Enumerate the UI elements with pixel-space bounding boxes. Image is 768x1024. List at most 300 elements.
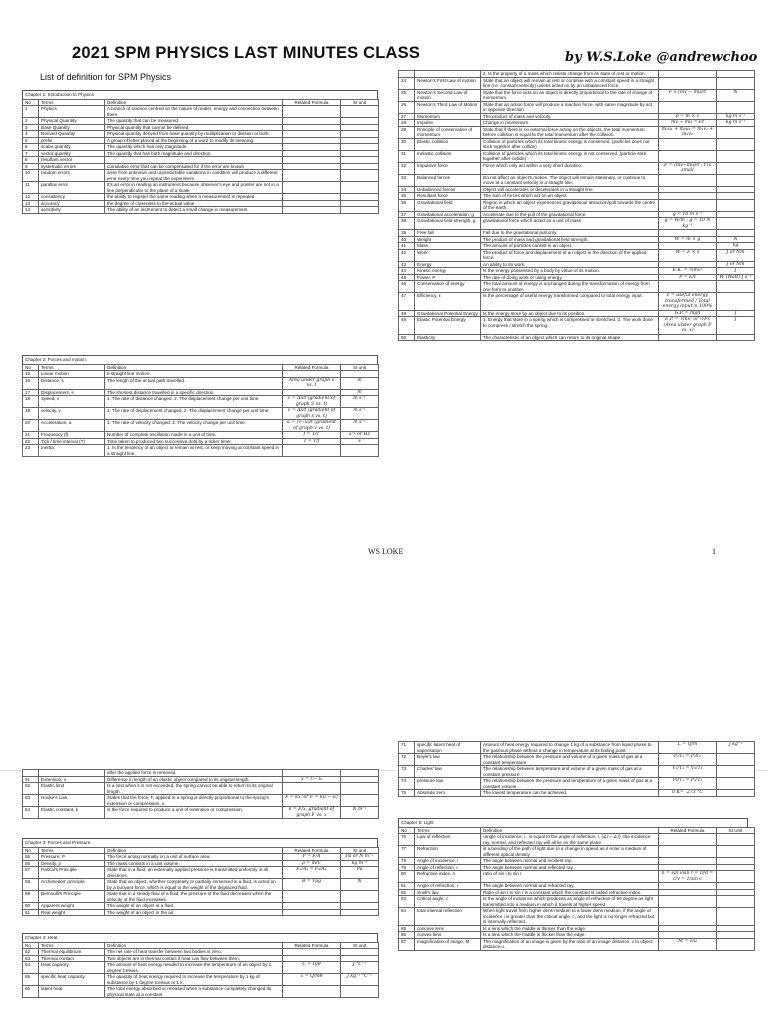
row-number: 34 [399,186,415,193]
row-number: 25 [399,89,415,101]
term-cell: Kinetic energy [415,268,481,275]
table-row [399,218,755,230]
row-number: 63 [23,955,39,962]
definition-cell: The product of mass and velocity. [481,113,659,120]
table-row [399,778,755,790]
unit-cell [717,162,755,174]
unit-cell [717,871,755,883]
term-cell: Physics [39,106,105,118]
formula-cell: c = Q/mθ [283,974,341,986]
term-cell: Inertia [39,445,105,457]
definition-cell: Is a limit when it is not exceeded, the spring cannot be able to return to its original length. [105,783,283,795]
column-header: Definition [105,847,283,854]
definition-cell: State that an action force will produce a reaction force, with same magnitude by act in opposite direction. [481,101,659,113]
term-cell: Thermal contact [39,955,105,962]
definition-cell: ratio of sin i to sin r [481,871,659,883]
row-number: 72 [399,754,415,766]
term-cell: Power, P [415,274,481,281]
column-header: Related Formula [283,942,341,949]
unit-cell: kg [717,243,755,250]
definition-cell: The angle between normal and incident ray. [481,858,659,865]
document-title: 2021 SPM PHYSICS LAST MINUTES CLASS [72,44,421,62]
definition-cell: Time taken to produced two successive dots by a ticker timer. [105,438,283,445]
term-cell: Mass [415,243,481,250]
term-cell: Pascal's Principle [39,867,105,879]
row-number: 54 [23,807,39,819]
chapter-5-table-box [398,818,748,951]
definition-cell: Is a lens which the middle is thinner than the edge. [481,925,659,932]
table-row [399,150,755,162]
column-header: Definition [105,99,283,106]
definition-cell: after the applied force is removed. [105,770,283,777]
row-number: 36 [399,199,415,211]
unit-cell: J [717,317,755,335]
term-cell: Elastic constant, k [39,807,105,819]
formula-cell: k = F/x, gradient of graph F vs. x [283,807,341,819]
table-row [399,101,755,113]
formula-cell [283,182,341,194]
definition-cell: It's an error in reading an instrument because observer's eye and pointer are not in a line perpendicular to the plane of a scale [105,182,283,194]
row-number: 74 [399,778,415,790]
definition-cell: State that in a fluid, an externally applied pressure is transmitted uniformly in all directions. [105,867,283,879]
unit-cell: Pa [341,867,379,879]
formula-cell [659,77,717,89]
definition-cell: Region in which an object experiences gravitational attraction/pull towards the centre of the earth. [481,199,659,211]
definition-cell: The shortest distance travelled in a specific direction. [105,389,283,396]
term-cell: Work [415,249,481,261]
formula-cell [283,909,341,916]
table-row [399,766,755,778]
definition-cell: Two objects are in thermal contact if heat can flow between them. [105,955,283,962]
row-number: 57 [23,867,39,879]
definition-cell: a straight line motion. [105,371,283,378]
term-cell: Elastic Potential Energy [415,317,481,335]
definition-cell: The rate of doing work or using energy. [481,274,659,281]
unit-cell [717,281,755,293]
definition-cell: Amount of heat energy required to change 1 kg of a substance from liquid phase to the gaseous phase without a change in temperature at its boiling point. [481,742,659,754]
definition-cell: gravitational force which acted on a unit of mass [481,218,659,230]
formula-cell [283,986,341,998]
chapter-3-table-box [22,838,378,916]
definition-cell: The force acting normally on a unit of surface area. [105,854,283,861]
definition-cell: cumulative error that can be compensated for if the error are known [105,163,283,170]
definition-cell: State that if there is no external force acting on the objects, the total momentum before collision is equal to the total momentum after the collision. [481,126,659,138]
formula-cell: ε = useful energy transformed / Total energy input × 100% [659,293,717,311]
row-number: 75 [399,790,415,797]
term-cell: Hooke's Law [39,795,105,807]
row-number: 71 [399,742,415,754]
column-header: Terms [39,942,105,949]
row-number: 79 [399,864,415,871]
unit-cell [717,101,755,113]
term-cell: Base Quantity [39,124,105,131]
unit-cell [717,790,755,797]
unit-cell: J kg⁻¹ °C⁻¹ [341,974,379,986]
formula-cell: E.P. = ½kx² or ½Fx (Area under graph F vs. x) [659,317,717,335]
table-row [399,126,755,138]
row-number: 30 [399,138,415,150]
column-header: No [23,99,39,106]
definition-cell: 2. Is the property of a mass which resists change from its state of rest or motion. [481,71,659,78]
definition-cell: The relationship between the pressure and volume of a given mass of gas at a constant temperature [481,754,659,766]
table-row [23,420,379,432]
definition-cell: The lowest temperature can be achieved. [481,790,659,797]
row-number: 7 [23,150,39,157]
term-cell: Principle of conservation of momentum [415,126,481,138]
term-cell: Tick / time interval (T) [39,438,105,445]
term-cell: Balanced forces [415,174,481,186]
row-number: 61 [23,909,39,916]
row-number: 56 [23,860,39,867]
term-cell: systematic errors [39,163,105,170]
term-cell: Impulsive force [415,162,481,174]
row-number: 59 [23,891,39,903]
row-number: 5 [23,137,39,144]
unit-cell: s⁻¹ or Hz [341,432,379,439]
term-cell: Elastic limit [39,783,105,795]
definition-cell: The total amount of energy is unchanged during the transformation of energy from one form to another. [481,281,659,293]
formula-cell: F₁/A₁ = F₂/A₂ [283,867,341,879]
definition-cell: Physical quantity that cannot be defined. [105,124,283,131]
definition-cell: 1. The rate of distance changed. 2. The displacement change per unit time. [105,396,283,408]
chapter-3-table [22,847,379,917]
term-cell: Energy [415,261,481,268]
definition-cell: State that an object will remain at rest or continue with a constant speed in a straight line (i.e. constant velocity) unless acted on by an unbalanced force. [481,77,659,89]
unit-cell [717,218,755,230]
definition-cell: When light travel from higher dens medium to a lower dens medium, if the angle of incidence i is greater than the critical angle, c, and the light is no longer refracted but is internally reflected. [481,908,659,926]
table-row [23,909,379,916]
formula-cell [659,150,717,162]
unit-cell: J [717,268,755,275]
term-cell: Refraction [415,846,481,858]
row-number: 48 [399,310,415,317]
term-cell: vector quantity [39,150,105,157]
formula-cell: mv − mu = Ft [659,120,717,127]
row-number: 38 [399,218,415,230]
definition-cell: The net rate of heat transfer between two bodies is zero. [105,949,283,956]
table-row [23,408,379,420]
definition-cell: A group of letter placed at the beginning of a word to modify its meaning. [105,137,283,144]
definition-cell: The amount of heat energy needed to increase the temperature of an object by 1 degree Celsius. [105,962,283,974]
formula-cell [283,891,341,903]
term-cell: Bernoulli's Principle [39,891,105,903]
definition-cell: Is the percentage of useful energy transformed compared to total energy input. [481,293,659,311]
definition-cell: The sum of forces which act on an object. [481,193,659,200]
unit-cell: N [341,879,379,891]
row-number: 73 [399,766,415,778]
row-number: 84 [399,908,415,926]
row-number: 23 [23,445,39,457]
formula-cell [659,138,717,150]
unit-cell: m [341,389,379,396]
footer-label: WS LOKE [368,547,404,556]
term-cell: Efficiency, ε [415,293,481,311]
unit-cell: N [717,236,755,243]
unit-cell [717,138,755,150]
row-number: 43 [399,261,415,268]
unit-cell [717,766,755,778]
row-number: 8 [23,157,39,164]
unit-cell: N m⁻¹ [341,807,379,819]
row-number: 55 [23,854,39,861]
column-header: Related Formula [283,99,341,106]
table-row [23,807,379,819]
row-number: 2 [23,118,39,125]
unit-cell [717,293,755,311]
definition-cell: The quantity that has both magnitude and direction. [105,150,283,157]
term-cell: velocity, v [39,408,105,420]
term-cell: Elastic collision [415,138,481,150]
row-number: 14 [23,207,39,214]
column-header: SI unit [341,99,379,106]
term-cell: Thermal equilibrium [39,949,105,956]
unit-cell [341,795,379,807]
row-number: 11 [23,182,39,194]
unit-cell [341,783,379,795]
definition-cell: The characteristic of an object which can return to its original shape [481,334,659,341]
table-row [399,77,755,89]
table-row [23,795,379,807]
table-row [399,938,755,950]
term-cell: Gravitational field strength, g [415,218,481,230]
row-number: 44 [399,268,415,275]
definition-cell: Is the energy store by an object due to its position. [481,310,659,317]
column-header: No [399,827,415,834]
unit-cell: kg m s⁻¹ [717,120,755,127]
chapter-5-table [398,827,755,951]
term-cell: Momentum [415,113,481,120]
chapter-2-continued-box [398,70,752,341]
row-number: 33 [399,174,415,186]
table-row [399,138,755,150]
definition-cell: The amount of particles consist in an object [481,243,659,250]
term-cell: Newton's Third Law of Motion [415,101,481,113]
table-row [23,396,379,408]
definition-cell: The mass consists in a unit volume. [105,860,283,867]
formula-cell [659,101,717,113]
row-number: 82 [399,889,415,896]
chapter-4-caption: Chapter 4: Heat [22,933,378,942]
definition-cell: The relationship between the pressure and temperature of a given mass of gas at a constant volume. [481,778,659,790]
table-row [399,174,755,186]
definition-cell: Change in momentum. [481,120,659,127]
definition-cell: Force which only act within a very short duration. [481,162,659,174]
formula-cell: P = E/t [659,274,717,281]
definition-cell: Collision of particles which its total kinetic energy is conserved. (particles does not stick together after collide) [481,138,659,150]
formula-cell [659,834,717,846]
formula-cell: ρ = m/V [283,860,341,867]
unit-cell: N [717,89,755,101]
formula-cell [283,170,341,182]
row-number: 51 [23,776,39,783]
chapter-2-table-box [22,355,378,457]
table-row [399,162,755,174]
unit-cell [717,896,755,908]
column-header: Related Formula [659,827,717,834]
column-header: No [23,942,39,949]
definition-cell: Accelerate due to the pull of the gravitational force. [481,211,659,218]
definition-cell: the degree of closeness to the actual value. [105,200,283,207]
row-number: 16 [23,377,39,389]
table-row [23,879,379,891]
term-cell: Law of reflection [415,834,481,846]
formula-cell [659,334,717,341]
formula-cell: W = F × s [659,249,717,261]
unit-cell: m s⁻¹ [341,396,379,408]
formula-cell: F = kx, or F = k(l − l₀) [283,795,341,807]
chapter-1-table [22,99,379,214]
column-header: SI Unit [717,827,755,834]
chapter-1-table-box [22,90,378,214]
term-cell: Speed, v [39,396,105,408]
definition-cell: The angle between normal and reflected ray. [481,864,659,871]
elasticity-continued-table [22,769,379,819]
formula-cell: g = 10 m s⁻² [659,211,717,218]
definition-cell: Fall due to the gravitational pull only. [481,230,659,237]
elasticity-continued-box [22,769,378,819]
unit-cell: m [341,377,379,389]
unit-cell [717,126,755,138]
row-number: 50 [399,334,415,341]
formula-cell: P₁/T₁ = P₂/T₂ [659,778,717,790]
term-cell: Weight [415,236,481,243]
row-number: 52 [23,783,39,795]
unit-cell [341,106,379,118]
row-number: 15 [23,371,39,378]
term-cell: scalar quantity [39,144,105,151]
row-number: 37 [399,211,415,218]
table-row [399,908,755,926]
term-cell: Boyle's law [415,754,481,766]
author-credit: by W.S.Loke @andrewchoo [565,50,758,65]
row-number: 65 [23,974,39,986]
row-number: 12 [23,194,39,201]
table-row [399,834,755,846]
unit-cell: kg m s⁻¹ [717,113,755,120]
definition-cell: Number of complete oscillation made in a unit of time. [105,432,283,439]
row-number: 58 [23,879,39,891]
row-number: 39 [399,230,415,237]
unit-cell [341,445,379,457]
definition-cell: Do not affect an object's motion. The object will remain stationary, or continue to move at a constant velocity in a straight line. [481,174,659,186]
unit-cell [341,891,379,903]
term-cell: Distance, s [39,377,105,389]
formula-cell: F = (mv−mu)/t ; t is small [659,162,717,174]
table-row [23,170,379,182]
formula-cell: G.P. = mgh [659,310,717,317]
row-number: 6 [23,144,39,151]
term-cell: magnification of image, M [415,938,481,950]
table-row [399,742,755,754]
row-number: 87 [399,938,415,950]
formula-cell [283,783,341,795]
formula-cell: Area under graph v vs. t [283,377,341,389]
term-cell: concave lens [415,925,481,932]
column-header: Related Formula [283,364,341,371]
row-number: 19 [23,408,39,420]
unit-cell [717,778,755,790]
definition-cell: The quantity of heat energy required to increase the temperature by 1 kg of substance by 1 degree Celsius or 1 k. [105,974,283,986]
table-row [23,974,379,986]
table-row [23,986,379,998]
formula-cell [659,174,717,186]
term-cell: consistency [39,194,105,201]
column-header: No [23,364,39,371]
row-number: 20 [23,420,39,432]
row-number: 60 [23,903,39,910]
row-number: 86 [399,932,415,939]
formula-cell: P₁V₁ = P₂V₂ [659,754,717,766]
term-cell: Elasticity [415,334,481,341]
definition-cell: The quantity which has only magnitude. [105,144,283,151]
definition-cell: States that the force, F, applied to a spring is directly proportional to the spring's extension or compression, x. [105,795,283,807]
table-row [23,891,379,903]
row-number: 27 [399,113,415,120]
term-cell: Newton's Second Law of motion [415,89,481,101]
table-row [23,867,379,879]
row-number: 77 [399,846,415,858]
row-number: 1 [23,106,39,118]
row-number: 21 [23,432,39,439]
unit-cell: s [341,438,379,445]
row-number: 78 [399,858,415,865]
chapter-2-continued-table [398,70,755,341]
row-number: 24 [399,77,415,89]
formula-cell [659,896,717,908]
formula-cell: 0 K= -273 °C [659,790,717,797]
term-cell: Physical Quantity [39,118,105,125]
unit-cell [341,182,379,194]
unit-cell [717,754,755,766]
row-number: 9 [23,163,39,170]
unit-cell: W (Watt) J s⁻¹ [717,274,755,281]
row-number: 42 [399,249,415,261]
table-row [23,182,379,194]
row-number: 64 [23,962,39,974]
unit-cell: J or Nm [717,261,755,268]
unit-cell [341,207,379,214]
row-number: 46 [399,281,415,293]
row-number: 10 [23,170,39,182]
formula-cell: v = Δs/t (gradient of graph s vs. t) [283,408,341,420]
formula-cell: C = Q/θ [283,962,341,974]
row-number: 17 [23,389,39,396]
column-header: Terms [415,827,481,834]
term-cell: Real weight [39,909,105,916]
term-cell: Newton's First Law of motion [415,77,481,89]
term-cell: Displacement, s [39,389,105,396]
formula-cell [659,846,717,858]
definition-cell: The ability of an instrument to detect a small change in measurement. [105,207,283,214]
term-cell: Absolute zero [415,790,481,797]
page-number: 1 [712,547,716,556]
formula-cell: M = v/u [659,938,717,950]
term-cell: Archimedes' principle [39,879,105,891]
row-number: 13 [23,200,39,207]
chapter-4-table-box [22,933,378,998]
unit-cell [717,174,755,186]
definition-cell: Difference in length of an elastic object compared to its original length. [105,776,283,783]
formula-cell: W = m × g [659,236,717,243]
formula-cell: L = Q/m [659,742,717,754]
definition-cell: The angle between normal and refracted ray. [481,883,659,890]
formula-cell: T = 1/f [283,438,341,445]
table-row [399,896,755,908]
definition-cell: Ratio of sin i to sin r is a constant which the constant is called refractive index. [481,889,659,896]
definition-cell: 1. The rate of displacement changed. 2. The displacement change per unit time. [105,408,283,420]
table-row [23,445,379,457]
row-number: 76 [399,834,415,846]
